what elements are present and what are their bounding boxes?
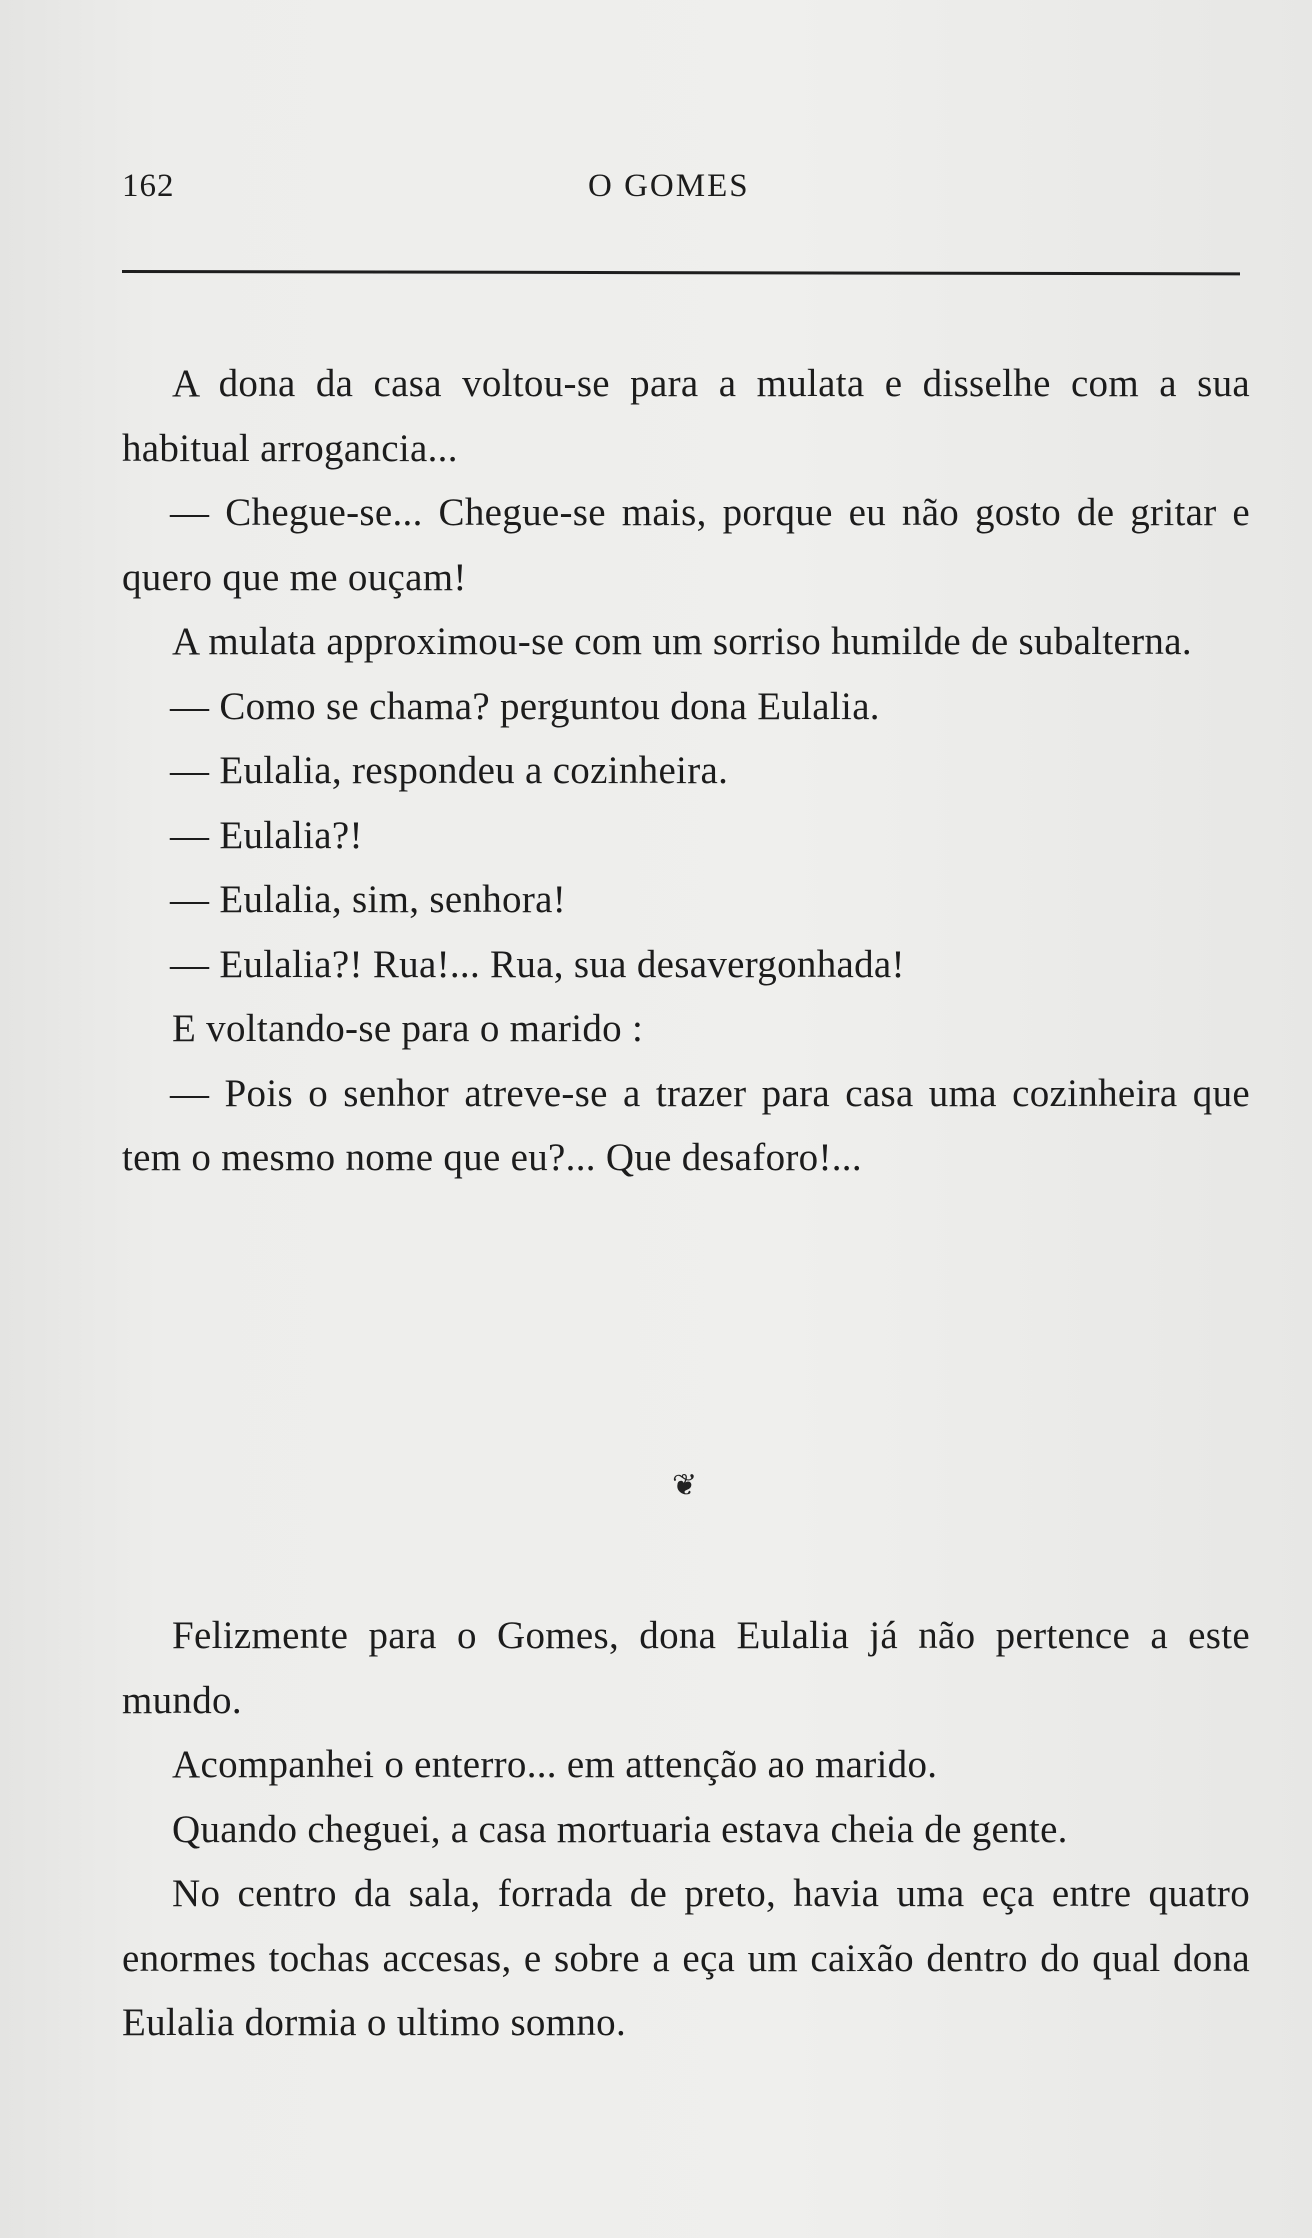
dialogue-line: — Eulalia, sim, senhora! [170, 878, 567, 921]
paragraph: Acompanhei o enterro... em attenção ao marido. [172, 1743, 938, 1786]
body-text-section-1 [122, 352, 1250, 1191]
dialogue-line: — Pois o senhor atreve-se a trazer para casa uma cozinheira que tem o mesmo nome que eu?... Que desaforo!... [122, 1071, 1250, 1179]
running-title: O GOMES [588, 168, 750, 204]
dialogue-line: — Eulalia, respondeu a cozinheira. [170, 749, 729, 792]
dialogue-line: — Chegue-se... Chegue-se mais, porque eu não gosto de gritar e quero que me ouçam! [122, 491, 1250, 599]
paragraph: A dona da casa voltou-se para a mulata e disselhe com a sua habitual arrogancia... [122, 362, 1250, 470]
paragraph: Felizmente para o Gomes, dona Eulalia já não pertence a este mundo. [122, 1614, 1250, 1722]
paragraph: Quando cheguei, a casa mortuaria estava cheia de gente. [172, 1807, 1068, 1851]
paragraph: A mulata approximou-se com um sorriso humilde de subalterna. [172, 620, 1192, 663]
header-rule [122, 270, 1240, 275]
page-header [120, 168, 1240, 218]
dialogue-line: — Eulalia?! [170, 813, 363, 857]
paragraph: No centro da sala, forrada de preto, havia uma eça entre quatro enormes tochas accesas, e sobre a eça um caixão dentro do qual dona Eulalia dormia o ultimo somno. [122, 1872, 1250, 2044]
page-number: 162 [122, 168, 175, 204]
dialogue-line: — Eulalia?! Rua!... Rua, sua desavergonhada! [170, 942, 905, 986]
paragraph: E voltando-se para o marido : [172, 1007, 644, 1050]
body-text-section-2 [122, 1604, 1250, 2056]
section-break-ornament-icon: ❦ [672, 1469, 698, 1502]
dialogue-line: — Como se chama? perguntou dona Eulalia. [170, 684, 880, 728]
